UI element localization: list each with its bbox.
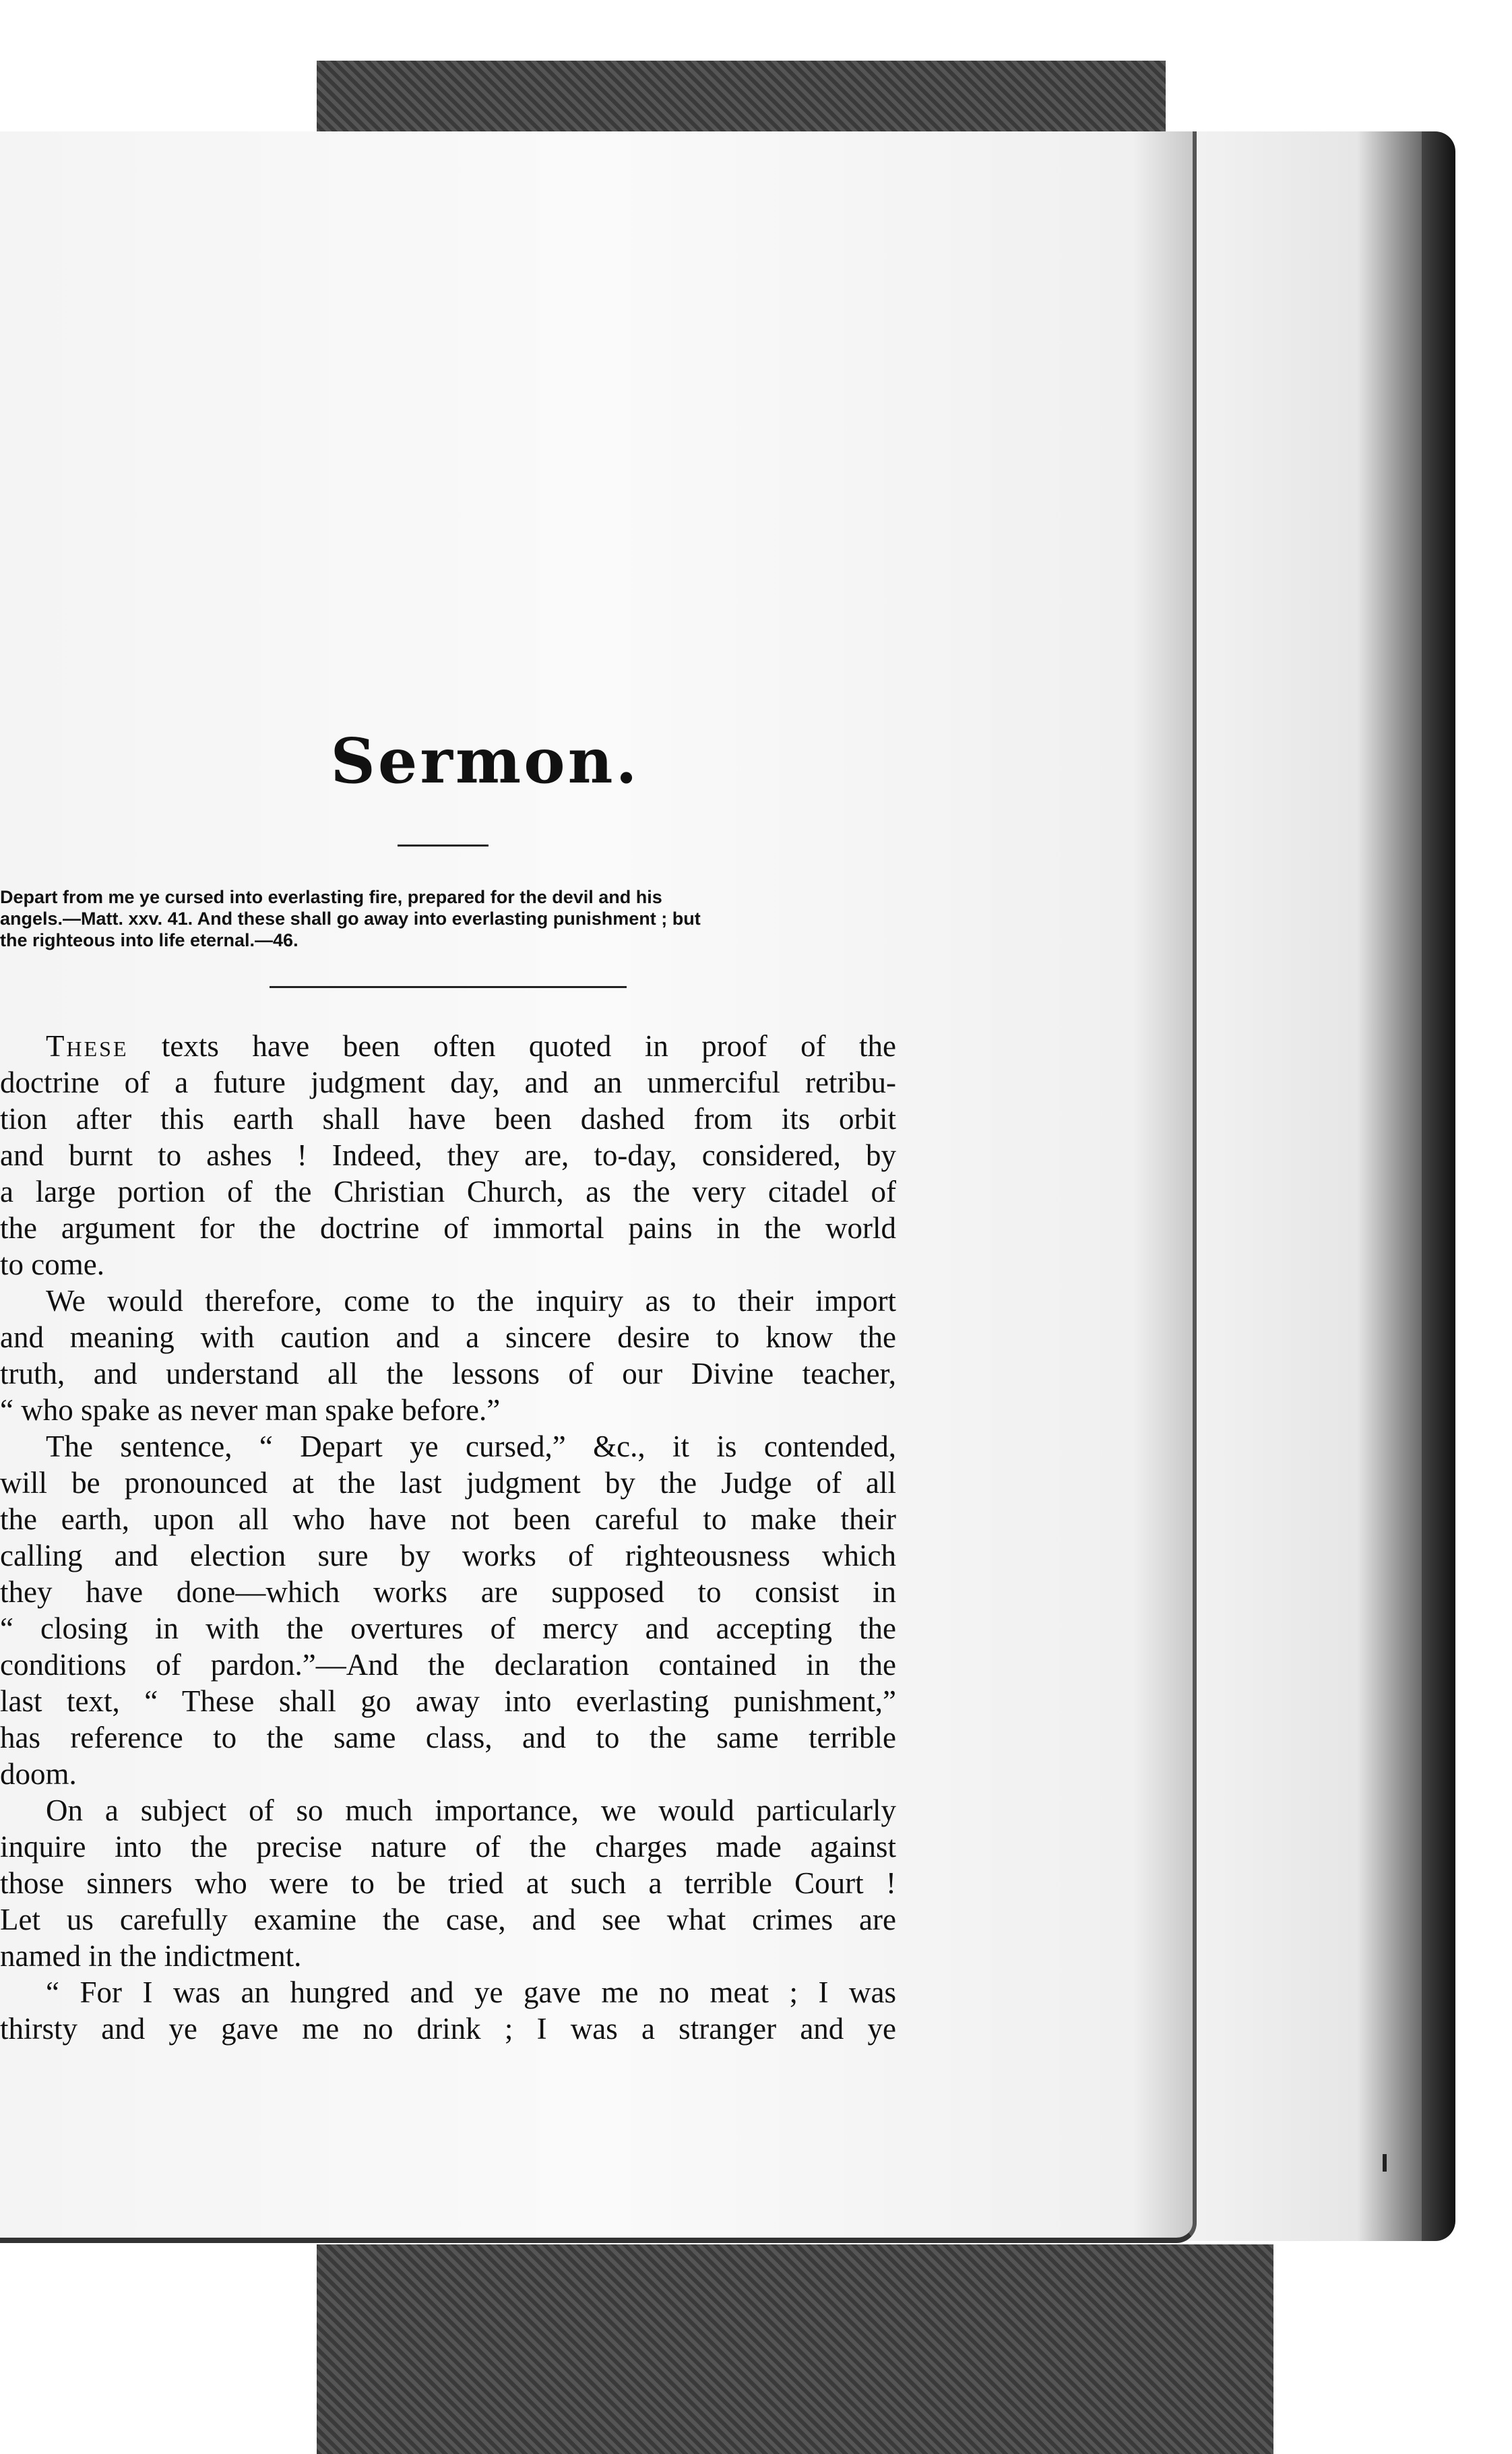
- epigraph-line: Depart from me ye cursed into everlasting fire, prepared for the devil and his: [0, 887, 662, 907]
- body-line: These texts have been often quoted in proof of the: [46, 1029, 896, 1063]
- body-line: “ closing in with the overtures of mercy and accepting the: [0, 1612, 896, 1645]
- body-line: the argument for the doctrine of immortal pains in the world: [0, 1211, 896, 1245]
- epigraph-line: the righteous into life eternal.—46.: [0, 930, 298, 950]
- body-line: inquire into the precise nature of the charges made against: [0, 1830, 896, 1864]
- body-line: We would therefore, come to the inquiry as to their import: [46, 1284, 896, 1318]
- body-line: calling and election sure by works of righteousness which: [0, 1539, 896, 1572]
- body-line: they have done—which works are supposed to consist in: [0, 1575, 896, 1609]
- book-page: [0, 131, 1197, 2243]
- page-mark: [1383, 2154, 1387, 2172]
- body-line: those sinners who were to be tried at such a terrible Court !: [0, 1866, 896, 1900]
- book-cover-edge: [1422, 131, 1455, 2241]
- epigraph-line: angels.—Matt. xxv. 41. And these shall go away into everlasting punishment ; but: [0, 909, 701, 929]
- body-line: has reference to the same class, and to the same terrible: [0, 1721, 896, 1754]
- body-line: to come.: [0, 1248, 104, 1281]
- body-line: a large portion of the Christian Church, as the very citadel of: [0, 1175, 896, 1208]
- body-line: On a subject of so much importance, we would particularly: [46, 1793, 896, 1827]
- sermon-body: [0, 1028, 896, 2047]
- body-line: and meaning with caution and a sincere desire to know the: [0, 1320, 896, 1354]
- facing-page-edge: [1159, 131, 1442, 2241]
- body-line: “ For I was an hungred and ye gave me no meat ; I was: [46, 1975, 896, 2009]
- epigraph-rule: [270, 986, 627, 988]
- body-line: doctrine of a future judgment day, and an unmerciful retribu-: [0, 1066, 896, 1099]
- body-line: and burnt to ashes ! Indeed, they are, to-day, considered, by: [0, 1138, 896, 1172]
- epigraph: [0, 886, 896, 951]
- body-line: tion after this earth shall have been dashed from its orbit: [0, 1102, 896, 1136]
- scan-margin: [0, 61, 296, 134]
- body-line: “ who spake as never man spake before.”: [0, 1393, 501, 1427]
- scan-background-bottom: [317, 2244, 1273, 2454]
- body-line: conditions of pardon.”—And the declaration contained in the: [0, 1648, 896, 1682]
- body-line: Let us carefully examine the case, and see what crimes are: [0, 1903, 896, 1936]
- body-line: doom.: [0, 1757, 77, 1791]
- body-line: named in the indictment.: [0, 1939, 302, 1973]
- body-line: will be pronounced at the last judgment by the Judge of all: [0, 1466, 896, 1500]
- body-line: thirsty and ye gave me no drink ; I was a stranger and ye: [0, 2012, 896, 2046]
- page-heading: Sermon.: [330, 725, 640, 797]
- body-line: truth, and understand all the lessons of our Divine teacher,: [0, 1357, 896, 1390]
- heading-rule: [398, 845, 489, 847]
- body-line: last text, “ These shall go away into everlasting punishment,”: [0, 1684, 896, 1718]
- body-line: The sentence, “ Depart ye cursed,” &c., it is contended,: [46, 1430, 896, 1463]
- body-line: the earth, upon all who have not been careful to make their: [0, 1502, 896, 1536]
- drop-word: These: [46, 1029, 129, 1063]
